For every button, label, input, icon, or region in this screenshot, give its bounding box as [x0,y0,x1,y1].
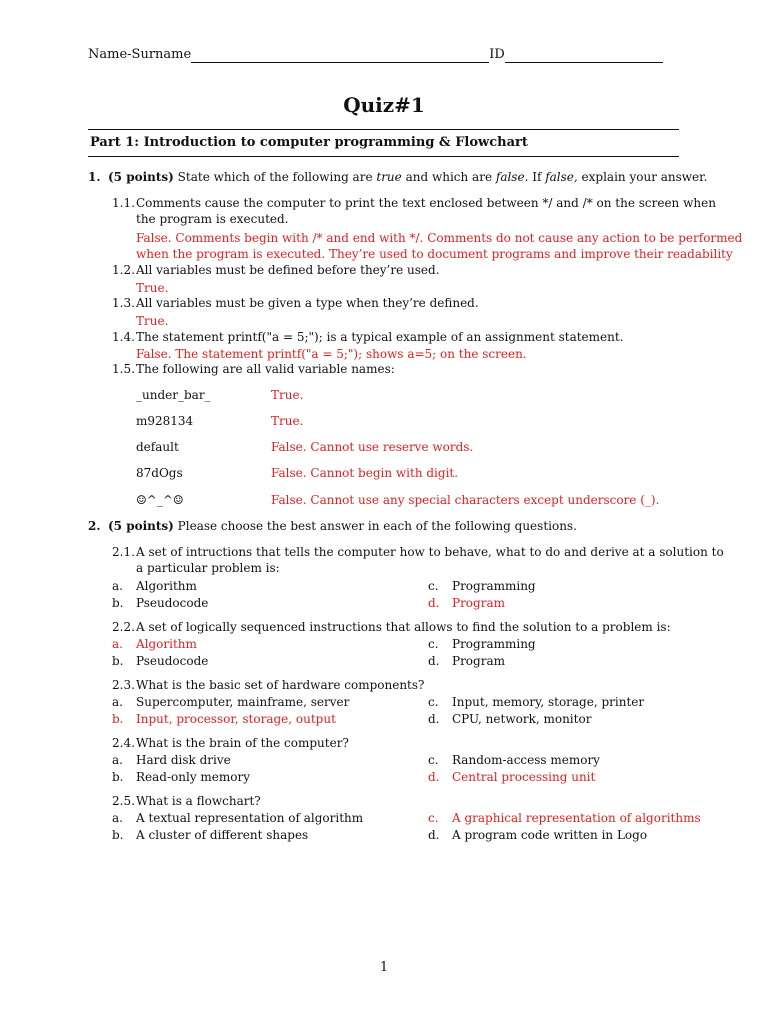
item-text: What is a flowchart? [136,794,261,808]
option-d [428,653,505,669]
option-letter: b. [112,712,124,726]
page-number: 1 [379,960,389,975]
item-2-3 [112,677,424,693]
item-1-1-continued: the program is executed. [136,212,289,226]
variable-name: _under_bar_ [136,388,211,402]
option-letter: c. [428,695,439,709]
question-2-heading [88,518,577,534]
option-letter: a. [112,753,123,767]
item-number: 2.5. [112,794,135,808]
item-text: What is the brain of the computer? [136,736,349,750]
variable-name: m928134 [136,414,194,428]
option-text: Input, processor, storage, output [136,712,336,726]
option-text: Central processing unit [452,770,596,784]
variable-verdict: True. [271,414,304,428]
q2-text: Please choose the best answer in each of the following questions. [173,519,577,533]
option-text: A textual representation of algorithm [136,811,364,825]
item-text: All variables must be given a type when they’re defined. [136,296,479,310]
q1-text: State which of the following are [173,170,377,184]
item-2-5 [112,793,261,809]
option-letter: d. [428,712,440,726]
option-a-correct [112,636,197,652]
option-b [112,769,250,785]
item-1-3 [112,295,479,311]
q1-false-word: false, [545,170,578,184]
name-label: Name-Surname [88,47,192,62]
option-text: Program [452,654,505,668]
option-text: A program code written in Logo [452,828,648,842]
option-text: Hard disk drive [136,753,231,767]
id-blank [505,48,663,63]
option-letter: a. [112,695,123,709]
variable-verdict: False. Cannot use reserve words. [271,440,474,454]
option-letter: d. [428,596,440,610]
item-number: 2.2. [112,620,135,634]
variable-verdict: False. Cannot begin with digit. [271,466,459,480]
item-number: 1.1. [112,196,135,210]
item-text: A set of intructions that tells the computer how to behave, what to do and derive at a solution to [136,545,724,559]
name-blank [191,48,489,63]
option-text: Algorithm [136,637,197,651]
q1-text: explain your answer. [577,170,708,184]
answer-1-3: True. [136,314,169,328]
option-text: CPU, network, monitor [452,712,592,726]
option-text: Read-only memory [136,770,251,784]
name-id-line [88,47,678,67]
item-number: 1.3. [112,296,135,310]
variable-name: ☺^_^☺ [136,493,184,507]
part-1-header [88,129,679,157]
points-label: (5 points) [108,519,174,533]
option-a [112,694,349,710]
option-letter: c. [428,637,439,651]
question-number: 2. [88,519,101,533]
item-number: 2.4. [112,736,135,750]
option-text: Random-access memory [452,753,600,767]
option-a [112,752,231,768]
item-number: 2.1. [112,545,135,559]
points-label: (5 points) [108,170,174,184]
option-letter: c. [428,753,439,767]
item-text: The statement printf("a = 5;"); is a typical example of an assignment statement. [136,330,624,344]
variable-name: 87dOgs [136,466,183,480]
page-title: Quiz#1 [343,93,425,117]
option-b-correct [112,711,336,727]
q1-text: . If [524,170,546,184]
option-a [112,578,197,594]
answer-1-4: False. The statement printf("a = 5;"); shows a=5; on the screen. [136,347,527,361]
variable-name: default [136,440,179,454]
item-2-1-continued: a particular problem is: [136,561,280,575]
question-1-heading [88,169,707,185]
item-number: 1.2. [112,263,135,277]
option-b [112,595,208,611]
item-text: What is the basic set of hardware components? [136,678,425,692]
item-number: 1.4. [112,330,135,344]
option-letter: d. [428,654,440,668]
variable-verdict: False. Cannot use any special characters except underscore (_). [271,493,660,507]
option-b [112,827,308,843]
item-1-1 [112,195,716,211]
answer-1-2: True. [136,281,169,295]
option-letter: c. [428,811,439,825]
item-text: All variables must be defined before they’re used. [136,263,440,277]
option-letter: a. [112,637,123,651]
option-d [428,711,591,727]
item-number: 1.5. [112,362,135,376]
q1-true-word: true [376,170,402,184]
option-text: Programming [452,579,536,593]
option-c-correct [428,810,701,826]
item-1-2 [112,262,440,278]
item-2-1 [112,544,724,560]
id-label: ID [489,47,505,62]
option-text: Programming [452,637,536,651]
item-1-4 [112,329,624,345]
variable-verdict: True. [271,388,304,402]
option-d [428,827,647,843]
option-letter: d. [428,828,440,842]
option-d-correct [428,595,505,611]
option-text: Pseudocode [136,654,209,668]
option-d-correct [428,769,595,785]
item-2-2 [112,619,671,635]
option-c [428,578,536,594]
option-text: Program [452,596,505,610]
option-letter: c. [428,579,439,593]
item-text: A set of logically sequenced instructions that allows to find the solution to a problem is: [136,620,671,634]
option-text: Pseudocode [136,596,209,610]
part-1-title: Part 1: Introduction to computer programming & Flowchart [90,135,528,150]
option-text: Input, memory, storage, printer [452,695,645,709]
option-letter: a. [112,811,123,825]
option-letter: a. [112,579,123,593]
option-c [428,752,600,768]
option-a [112,810,363,826]
item-1-5 [112,361,395,377]
option-c [428,636,536,652]
q1-text: and which are [401,170,496,184]
option-text: Supercomputer, mainframe, server [136,695,350,709]
q1-false-word: false [495,170,525,184]
item-text: The following are all valid variable names: [136,362,395,376]
option-c [428,694,644,710]
question-number: 1. [88,170,101,184]
option-letter: b. [112,828,124,842]
option-letter: b. [112,596,124,610]
option-letter: b. [112,770,124,784]
item-text: Comments cause the computer to print the text enclosed between */ and /* on the screen when [136,196,716,210]
option-text: Algorithm [136,579,197,593]
option-letter: b. [112,654,124,668]
option-text: A graphical representation of algorithms [452,811,701,825]
answer-1-1-continued: when the program is executed. They’re used to document programs and improve their readability [136,247,733,261]
answer-1-1: False. Comments begin with /* and end with */. Comments do not cause any action to be performed [136,231,743,245]
item-2-4 [112,735,349,751]
option-b [112,653,208,669]
option-text: A cluster of different shapes [136,828,309,842]
item-number: 2.3. [112,678,135,692]
option-letter: d. [428,770,440,784]
